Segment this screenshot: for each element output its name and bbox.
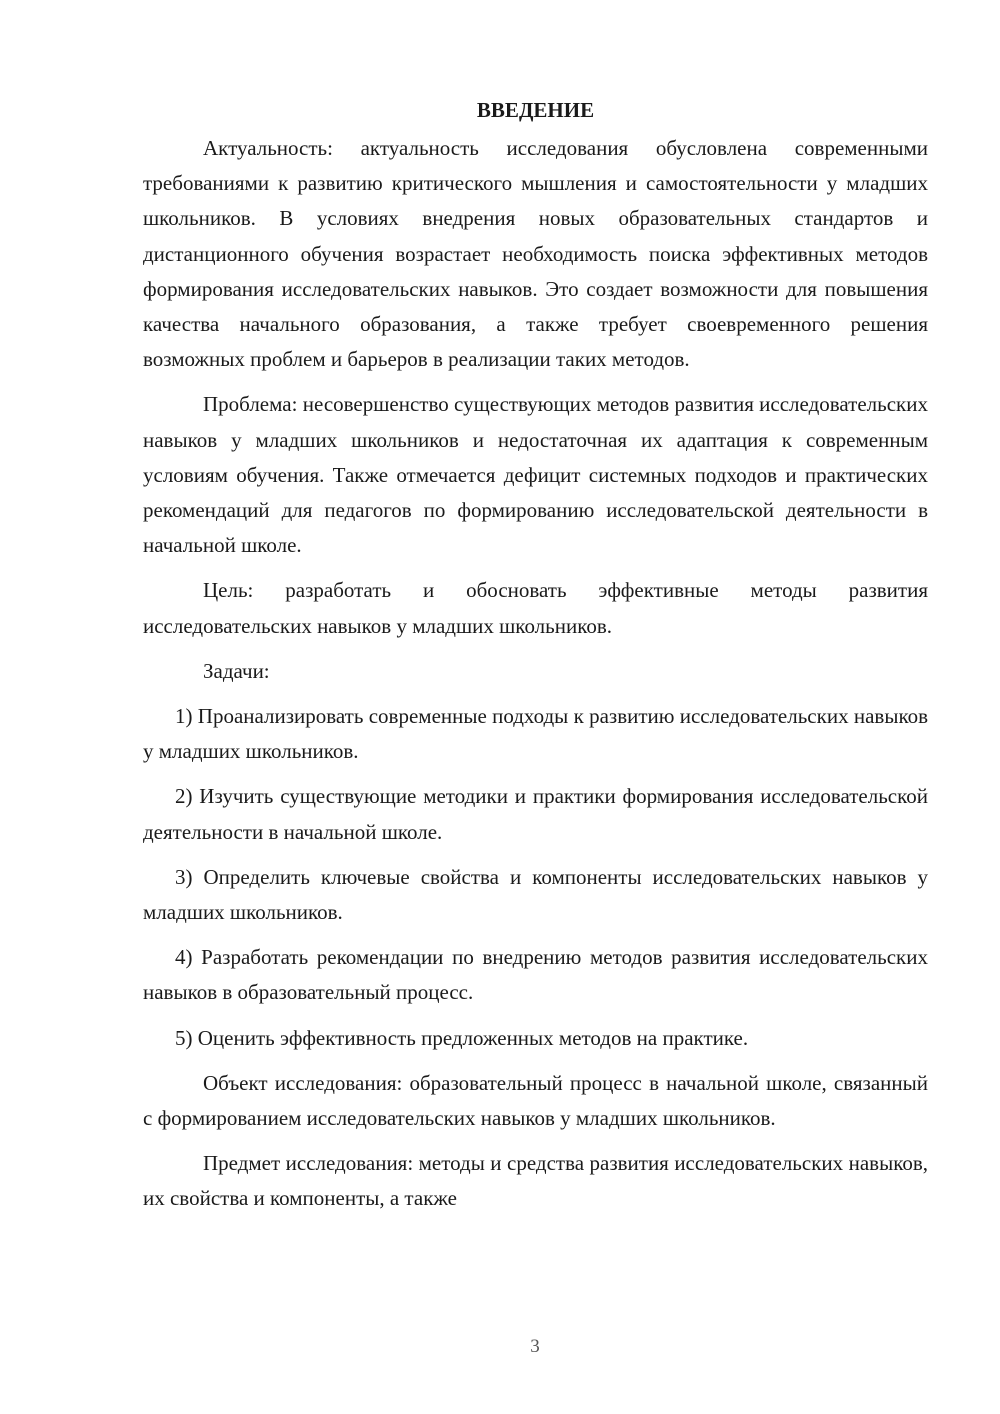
relevance-paragraph: Актуальность: актуальность исследования обусловлена современными требованиями к развитию критического мышления и самостоятельности у младших школьников. В условиях внедрения новых образовательных стандартов и дистанционного обучения возрастает необходимость поиска эффективных методов формирования исследовательских навыков. Это создает возможности для повышения качества начального образования, а также требует своевременного решения возможных проблем и барьеров в реализации таких методов. [143,136,928,372]
page-content [143,97,928,1227]
goal-paragraph: Цель: разработать и обосновать эффективные методы развития исследовательских навыков у младших школьников. [143,578,928,638]
task-item: 4) Разработать рекомендации по внедрению методов развития исследовательских навыков в образовательный процесс. [143,945,928,1005]
task-item: 3) Определить ключевые свойства и компоненты исследовательских навыков у младших школьников. [143,864,928,925]
task-item: 1) Проанализировать современные подходы к развитию исследовательских навыков у младших школьников. [143,704,928,764]
subject-paragraph: Предмет исследования: методы и средства развития исследовательских навыков, их свойства и компоненты, а также [143,1151,928,1211]
task-item: 2) Изучить существующие методики и практики формирования исследовательской деятельности в начальной школе. [143,784,928,844]
object-paragraph: Объект исследования: образовательный процесс в начальной школе, связанный с формированием исследовательских навыков у младших школьников. [143,1070,928,1131]
section-heading: ВВЕДЕНИЕ [476,98,595,122]
tasks-label: Задачи: [203,658,270,683]
page-number: 3 [530,1336,540,1357]
task-item: 5) Оценить эффективность предложенных методов на практике. [175,1025,749,1050]
problem-paragraph: Проблема: несовершенство существующих методов развития исследовательских навыков у младших школьников и недостаточная их адаптация к современным условиям обучения. Также отмечается дефицит системных подходов и практических рекомендаций для педагогов по формированию исследовательской деятельности в начальной школе. [143,392,928,558]
